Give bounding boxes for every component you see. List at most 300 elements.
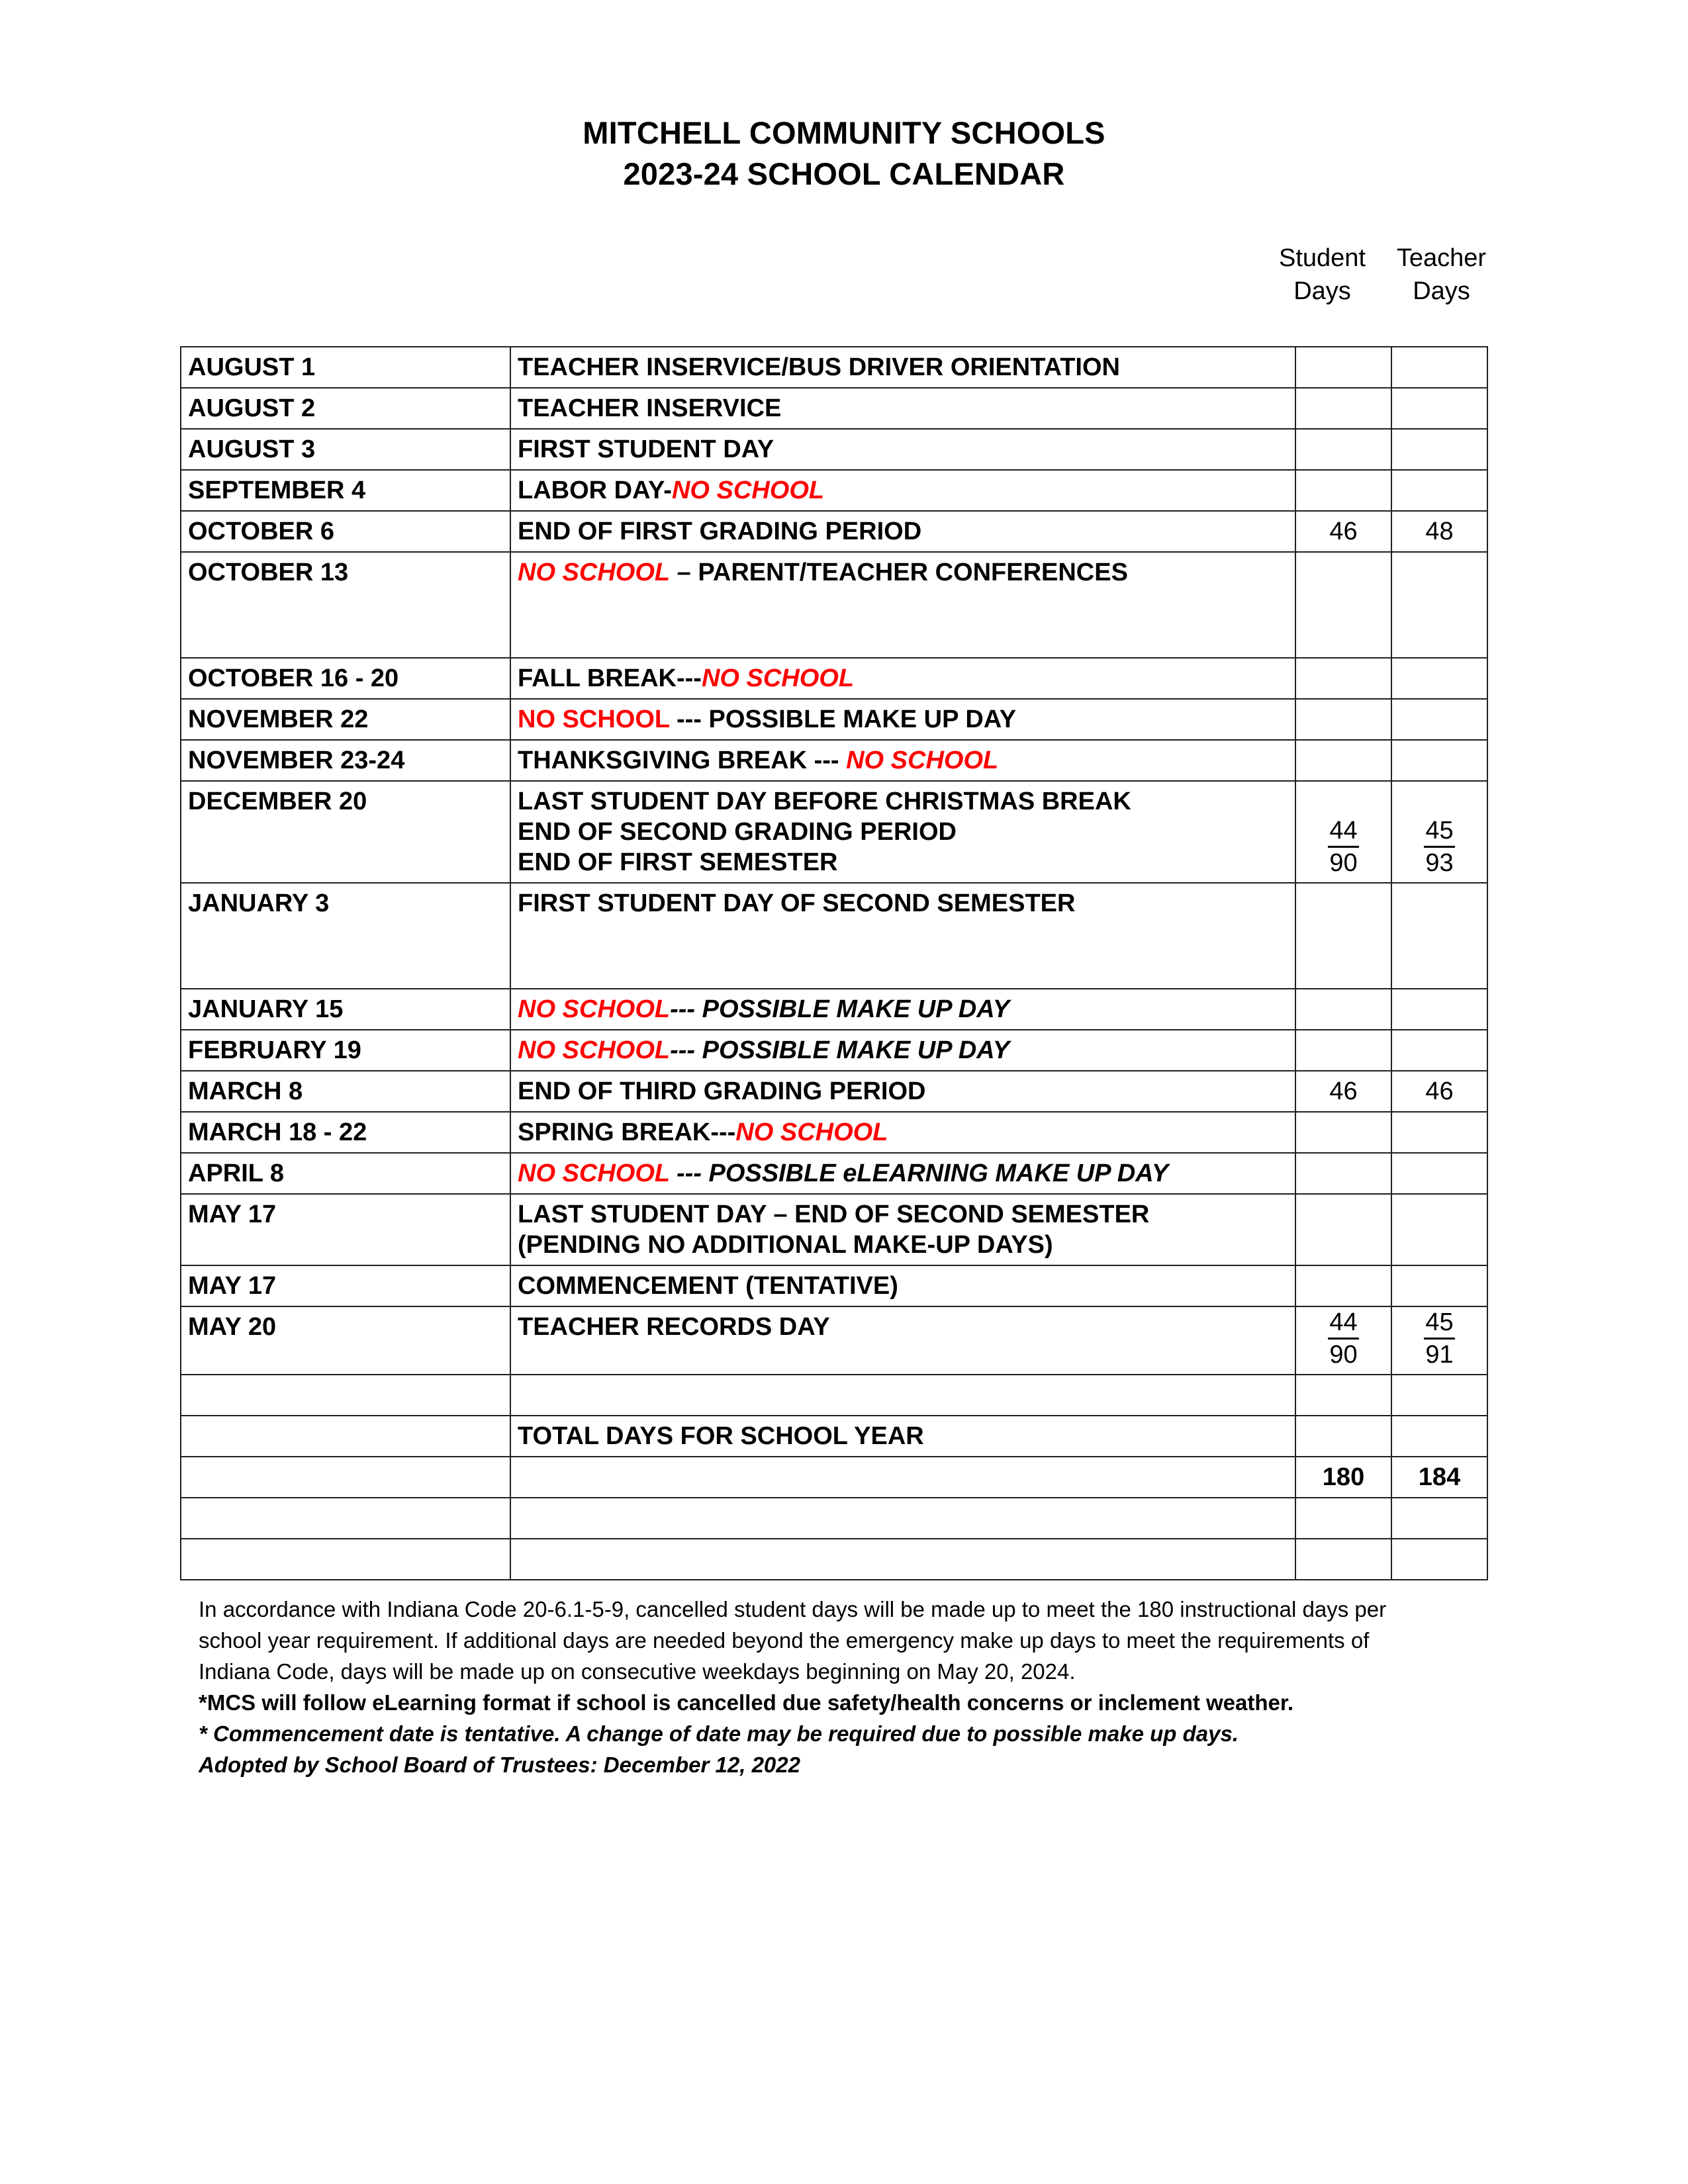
row-event-cell bbox=[510, 740, 1295, 781]
teacher-days-cell bbox=[1391, 1153, 1487, 1194]
student-days-cell-value bbox=[1296, 1030, 1391, 1070]
event-text: TEACHER INSERVICE bbox=[518, 394, 782, 422]
row-event-text bbox=[518, 553, 1295, 592]
teacher-days-cell-value bbox=[1392, 659, 1487, 698]
no-school-text: NO SCHOOL bbox=[846, 747, 999, 774]
student-days-cell-sum-total: 90 bbox=[1329, 1341, 1358, 1369]
row-date-text bbox=[188, 1416, 510, 1456]
row-event-line bbox=[518, 1503, 1295, 1533]
teacher-days-cell-value bbox=[1392, 948, 1487, 988]
teacher-days-cell bbox=[1391, 1265, 1487, 1306]
student-days-header-line-1: Student bbox=[1279, 244, 1366, 272]
table-row bbox=[181, 1153, 1487, 1194]
row-date-cell bbox=[181, 989, 510, 1030]
teacher-days-cell bbox=[1391, 347, 1487, 388]
row-date-cell bbox=[181, 1030, 510, 1071]
row-event-text bbox=[518, 1375, 1295, 1415]
row-event-text bbox=[518, 989, 1295, 1029]
table-row bbox=[181, 347, 1487, 388]
row-event-line bbox=[518, 1544, 1295, 1574]
row-event-text bbox=[518, 1416, 1295, 1456]
row-event-line bbox=[518, 1035, 1295, 1066]
teacher-days-cell-value bbox=[1392, 347, 1487, 387]
row-date-cell bbox=[181, 1416, 510, 1457]
table-row bbox=[181, 470, 1487, 511]
event-text: TEACHER RECORDS DAY bbox=[518, 1313, 830, 1341]
row-event-text bbox=[518, 388, 1295, 428]
footer-note-line: Adopted by School Board of Trustees: December 12, 2022 bbox=[199, 1752, 800, 1777]
teacher-days-cell-value bbox=[1392, 1416, 1487, 1456]
student-days-cell bbox=[1295, 1306, 1391, 1375]
row-date-cell bbox=[181, 347, 510, 388]
teacher-days-column-header bbox=[1383, 242, 1499, 308]
row-date-text: OCTOBER 16 - 20 bbox=[188, 664, 399, 692]
teacher-days-cell-value bbox=[1392, 388, 1487, 428]
row-event-text bbox=[518, 430, 1295, 469]
student-days-cell bbox=[1295, 429, 1391, 470]
teacher-days-cell-value bbox=[1392, 617, 1487, 657]
table-column-headers bbox=[1261, 242, 1499, 308]
event-text: --- POSSIBLE MAKE UP DAY bbox=[670, 1036, 1010, 1064]
row-event-cell bbox=[510, 1112, 1295, 1153]
student-days-cell-value bbox=[1296, 617, 1391, 657]
student-days-cell bbox=[1295, 1416, 1391, 1457]
row-date-cell bbox=[181, 1153, 510, 1194]
row-date-text: DECEMBER 20 bbox=[188, 788, 367, 815]
row-event-cell bbox=[510, 429, 1295, 470]
event-text: --- POSSIBLE MAKE UP DAY bbox=[670, 995, 1010, 1023]
footer-note-line: *MCS will follow eLearning format if school is cancelled due safety/health concerns or inclement weather. bbox=[199, 1690, 1294, 1715]
table-row bbox=[181, 1194, 1487, 1265]
row-date-cell bbox=[181, 1112, 510, 1153]
no-school-text: NO SCHOOL bbox=[518, 1036, 671, 1064]
row-event-line bbox=[518, 786, 1295, 817]
student-days-cell-value bbox=[1296, 989, 1391, 1029]
row-date-text: NOVEMBER 23-24 bbox=[188, 747, 405, 774]
table-row bbox=[181, 552, 1487, 658]
student-days-cell-value: 46 bbox=[1329, 518, 1358, 545]
student-days-cell bbox=[1295, 658, 1391, 699]
student-days-cell bbox=[1295, 1265, 1391, 1306]
event-text: COMMENCEMENT (TENTATIVE) bbox=[518, 1272, 898, 1300]
teacher-days-cell bbox=[1391, 1416, 1487, 1457]
student-days-cell-value: 46 bbox=[1329, 1077, 1358, 1105]
event-text: THANKSGIVING BREAK --- bbox=[518, 747, 847, 774]
student-days-cell-value bbox=[1296, 1113, 1391, 1152]
teacher-days-cell bbox=[1391, 1306, 1487, 1375]
row-event-text bbox=[518, 1539, 1295, 1579]
row-event-line bbox=[518, 1312, 1295, 1342]
row-event-text bbox=[518, 741, 1295, 780]
student-days-cell bbox=[1295, 1194, 1391, 1265]
row-event-cell bbox=[510, 781, 1295, 883]
teacher-days-cell bbox=[1391, 1030, 1487, 1071]
row-event-text bbox=[518, 1498, 1295, 1538]
teacher-days-cell bbox=[1391, 470, 1487, 511]
footer-note-line: Indiana Code, days will be made up on consecutive weekdays beginning on May 20, 2024. bbox=[199, 1659, 1076, 1684]
student-days-cell bbox=[1295, 1457, 1391, 1498]
student-days-cell-sum bbox=[1328, 815, 1358, 882]
table-row bbox=[181, 699, 1487, 740]
row-event-text bbox=[518, 1113, 1295, 1152]
teacher-days-cell-sum-addend: 45 bbox=[1424, 1307, 1454, 1340]
row-event-line bbox=[518, 663, 1295, 694]
row-event-cell bbox=[510, 1153, 1295, 1194]
table-row bbox=[181, 740, 1487, 781]
student-days-cell bbox=[1295, 1498, 1391, 1539]
row-event-line bbox=[518, 434, 1295, 465]
row-event-cell bbox=[510, 1194, 1295, 1265]
teacher-days-cell bbox=[1391, 1071, 1487, 1112]
student-days-cell bbox=[1295, 781, 1391, 883]
event-text: END OF SECOND GRADING PERIOD bbox=[518, 818, 957, 846]
student-days-cell-value bbox=[1296, 1498, 1391, 1538]
student-days-cell-value bbox=[1296, 471, 1391, 510]
row-date-cell bbox=[181, 552, 510, 658]
event-text: LABOR DAY- bbox=[518, 477, 672, 504]
event-text: FIRST STUDENT DAY bbox=[518, 435, 774, 463]
row-date-cell bbox=[181, 740, 510, 781]
row-date-text: NOVEMBER 22 bbox=[188, 705, 369, 733]
event-text: TOTAL DAYS FOR SCHOOL YEAR bbox=[518, 1422, 924, 1450]
row-event-cell bbox=[510, 511, 1295, 552]
row-event-cell bbox=[510, 1498, 1295, 1539]
no-school-text: NO SCHOOL bbox=[518, 705, 670, 733]
row-date-text: AUGUST 2 bbox=[188, 394, 316, 422]
event-text: END OF FIRST GRADING PERIOD bbox=[518, 518, 922, 545]
event-text: (PENDING NO ADDITIONAL MAKE-UP DAYS) bbox=[518, 1231, 1053, 1259]
footer-note-line: * Commencement date is tentative. A change of date may be required due to possible make up days. bbox=[199, 1721, 1239, 1746]
table-row bbox=[181, 429, 1487, 470]
student-days-cell-sum-total: 90 bbox=[1329, 849, 1358, 877]
event-text: END OF FIRST SEMESTER bbox=[518, 848, 838, 876]
row-date-cell bbox=[181, 511, 510, 552]
student-days-column-header bbox=[1261, 242, 1383, 308]
row-event-cell bbox=[510, 1071, 1295, 1112]
row-event-line bbox=[518, 1076, 1295, 1107]
table-row bbox=[181, 388, 1487, 429]
row-date-text: JANUARY 15 bbox=[188, 995, 344, 1023]
row-event-cell bbox=[510, 347, 1295, 388]
event-text: LAST STUDENT DAY – END OF SECOND SEMESTER bbox=[518, 1201, 1150, 1228]
row-event-cell bbox=[510, 883, 1295, 989]
school-calendar-table-body bbox=[181, 347, 1487, 1580]
row-date-cell bbox=[181, 388, 510, 429]
teacher-days-header-line-1: Teacher bbox=[1396, 244, 1487, 272]
row-event-line bbox=[518, 557, 1295, 588]
row-date-text: MARCH 8 bbox=[188, 1077, 303, 1105]
teacher-days-cell-value: 48 bbox=[1425, 518, 1454, 545]
teacher-days-cell-value bbox=[1392, 471, 1487, 510]
teacher-days-cell-sum bbox=[1424, 1307, 1454, 1374]
table-row bbox=[181, 781, 1487, 883]
student-days-cell bbox=[1295, 347, 1391, 388]
row-date-cell bbox=[181, 781, 510, 883]
row-event-line bbox=[518, 704, 1295, 735]
teacher-days-cell-value bbox=[1392, 1375, 1487, 1415]
table-row bbox=[181, 1030, 1487, 1071]
event-text: --- POSSIBLE eLEARNING MAKE UP DAY bbox=[669, 1160, 1169, 1187]
row-event-text bbox=[518, 884, 1295, 923]
event-text: END OF THIRD GRADING PERIOD bbox=[518, 1077, 926, 1105]
student-days-cell bbox=[1295, 1539, 1391, 1580]
student-days-cell bbox=[1295, 552, 1391, 658]
table-row bbox=[181, 883, 1487, 989]
row-event-cell bbox=[510, 1306, 1295, 1375]
table-row bbox=[181, 1375, 1487, 1416]
row-event-cell bbox=[510, 1030, 1295, 1071]
teacher-days-cell-value bbox=[1392, 1539, 1487, 1579]
student-days-cell-value bbox=[1296, 948, 1391, 988]
teacher-days-cell-value bbox=[1392, 1266, 1487, 1306]
document-title-block bbox=[0, 113, 1688, 195]
teacher-days-cell bbox=[1391, 1112, 1487, 1153]
row-date-cell bbox=[181, 1306, 510, 1375]
row-event-cell bbox=[510, 470, 1295, 511]
student-days-cell-value bbox=[1296, 1266, 1391, 1306]
student-days-cell bbox=[1295, 388, 1391, 429]
teacher-days-cell-sum-total: 91 bbox=[1425, 1341, 1454, 1369]
row-event-cell bbox=[510, 552, 1295, 658]
row-event-text bbox=[518, 1195, 1295, 1265]
row-date-text: OCTOBER 13 bbox=[188, 559, 349, 586]
row-event-line bbox=[518, 475, 1295, 506]
no-school-text: NO SCHOOL bbox=[518, 559, 671, 586]
row-date-text bbox=[188, 1457, 510, 1497]
student-days-cell bbox=[1295, 740, 1391, 781]
teacher-days-cell bbox=[1391, 883, 1487, 989]
teacher-days-cell-sum-total: 93 bbox=[1425, 849, 1454, 877]
row-event-cell bbox=[510, 1265, 1295, 1306]
row-date-text: AUGUST 3 bbox=[188, 435, 316, 463]
no-school-text: NO SCHOOL bbox=[735, 1118, 888, 1146]
row-event-line bbox=[518, 994, 1295, 1024]
school-calendar-table bbox=[180, 346, 1488, 1580]
teacher-days-cell bbox=[1391, 699, 1487, 740]
footer-notes bbox=[199, 1594, 1516, 1780]
table-row bbox=[181, 1539, 1487, 1580]
row-event-text bbox=[518, 1457, 1295, 1497]
teacher-days-cell-value bbox=[1392, 1498, 1487, 1538]
student-days-cell-value bbox=[1296, 1154, 1391, 1193]
teacher-days-cell bbox=[1391, 1539, 1487, 1580]
row-date-cell bbox=[181, 1457, 510, 1498]
row-event-text bbox=[518, 659, 1295, 698]
row-event-text bbox=[518, 347, 1295, 387]
row-event-line bbox=[518, 393, 1295, 424]
table-row bbox=[181, 1498, 1487, 1539]
student-days-cell bbox=[1295, 1375, 1391, 1416]
row-event-line bbox=[518, 1230, 1295, 1260]
row-date-text: APRIL 8 bbox=[188, 1160, 285, 1187]
event-text: LAST STUDENT DAY BEFORE CHRISTMAS BREAK bbox=[518, 788, 1131, 815]
row-date-cell bbox=[181, 1194, 510, 1265]
row-date-cell bbox=[181, 1498, 510, 1539]
row-event-line bbox=[518, 1158, 1295, 1189]
row-date-cell bbox=[181, 1265, 510, 1306]
row-event-line bbox=[518, 817, 1295, 847]
row-event-line bbox=[518, 745, 1295, 776]
teacher-days-cell-value bbox=[1392, 1030, 1487, 1070]
row-date-cell bbox=[181, 470, 510, 511]
teacher-days-cell bbox=[1391, 1194, 1487, 1265]
row-event-text bbox=[518, 1071, 1295, 1111]
no-school-text: NO SCHOOL bbox=[518, 995, 671, 1023]
row-event-text bbox=[518, 471, 1295, 510]
student-days-cell-value bbox=[1296, 388, 1391, 428]
event-text: FALL BREAK--- bbox=[518, 664, 702, 692]
teacher-days-cell bbox=[1391, 1375, 1487, 1416]
teacher-days-cell bbox=[1391, 781, 1487, 883]
row-event-cell bbox=[510, 1416, 1295, 1457]
row-event-text bbox=[518, 700, 1295, 739]
row-date-text bbox=[188, 1375, 510, 1415]
event-text: – PARENT/TEACHER CONFERENCES bbox=[670, 559, 1128, 586]
table-row bbox=[181, 658, 1487, 699]
row-date-cell bbox=[181, 699, 510, 740]
row-date-text: MAY 17 bbox=[188, 1201, 277, 1228]
teacher-days-cell-value bbox=[1392, 741, 1487, 780]
row-event-cell bbox=[510, 658, 1295, 699]
student-days-cell-sum-addend: 44 bbox=[1328, 1307, 1358, 1340]
teacher-days-cell-value: 184 bbox=[1418, 1463, 1461, 1491]
table-row bbox=[181, 989, 1487, 1030]
table-row bbox=[181, 1457, 1487, 1498]
event-text: TEACHER INSERVICE/BUS DRIVER ORIENTATION bbox=[518, 353, 1120, 381]
row-date-text: MAY 17 bbox=[188, 1272, 277, 1300]
row-event-cell bbox=[510, 989, 1295, 1030]
teacher-days-cell bbox=[1391, 1457, 1487, 1498]
row-event-cell bbox=[510, 1457, 1295, 1498]
student-days-cell bbox=[1295, 1153, 1391, 1194]
no-school-text: NO SCHOOL bbox=[518, 1160, 670, 1187]
row-date-text bbox=[188, 1539, 510, 1579]
student-days-cell-value bbox=[1296, 1375, 1391, 1415]
teacher-days-cell bbox=[1391, 511, 1487, 552]
teacher-days-cell bbox=[1391, 429, 1487, 470]
teacher-days-cell-value bbox=[1392, 989, 1487, 1029]
row-event-line bbox=[518, 888, 1295, 919]
table-row bbox=[181, 1071, 1487, 1112]
table-row bbox=[181, 1416, 1487, 1457]
row-event-line bbox=[518, 1380, 1295, 1410]
row-date-cell bbox=[181, 883, 510, 989]
row-event-text bbox=[518, 1266, 1295, 1306]
no-school-text: NO SCHOOL bbox=[671, 477, 825, 504]
teacher-days-cell-value bbox=[1392, 1225, 1487, 1265]
teacher-days-cell-value bbox=[1392, 1113, 1487, 1152]
event-text: --- POSSIBLE MAKE UP DAY bbox=[669, 705, 1017, 733]
student-days-cell-value bbox=[1296, 430, 1391, 469]
row-event-text bbox=[518, 1307, 1295, 1347]
footer-note-line: school year requirement. If additional days are needed beyond the emergency make up days to meet the requirements of bbox=[199, 1628, 1370, 1653]
student-days-cell bbox=[1295, 1030, 1391, 1071]
teacher-days-cell-sum-addend: 45 bbox=[1424, 815, 1454, 848]
row-event-cell bbox=[510, 699, 1295, 740]
student-days-cell-value bbox=[1296, 1539, 1391, 1579]
event-text: FIRST STUDENT DAY OF SECOND SEMESTER bbox=[518, 889, 1076, 917]
row-date-cell bbox=[181, 1539, 510, 1580]
row-date-cell bbox=[181, 1071, 510, 1112]
teacher-days-cell-value: 46 bbox=[1425, 1077, 1454, 1105]
student-days-cell-sum-addend: 44 bbox=[1328, 815, 1358, 848]
row-date-text: AUGUST 1 bbox=[188, 353, 316, 381]
row-event-line bbox=[518, 1271, 1295, 1301]
row-event-cell bbox=[510, 1539, 1295, 1580]
student-days-header-line-2: Days bbox=[1293, 277, 1351, 305]
row-event-cell bbox=[510, 388, 1295, 429]
row-event-text bbox=[518, 782, 1295, 882]
student-days-cell bbox=[1295, 1071, 1391, 1112]
row-event-line bbox=[518, 1117, 1295, 1148]
teacher-days-cell bbox=[1391, 658, 1487, 699]
student-days-cell-value bbox=[1296, 1416, 1391, 1456]
teacher-days-cell-value bbox=[1392, 700, 1487, 739]
teacher-days-cell bbox=[1391, 740, 1487, 781]
row-event-line bbox=[518, 516, 1295, 547]
page-title-line-2: 2023-24 SCHOOL CALENDAR bbox=[623, 156, 1065, 191]
table-row bbox=[181, 1265, 1487, 1306]
student-days-cell bbox=[1295, 1112, 1391, 1153]
row-event-line bbox=[518, 352, 1295, 383]
student-days-cell-sum bbox=[1328, 1307, 1358, 1374]
teacher-days-cell bbox=[1391, 989, 1487, 1030]
row-date-text bbox=[188, 1498, 510, 1538]
row-event-line bbox=[518, 1199, 1295, 1230]
student-days-cell bbox=[1295, 699, 1391, 740]
teacher-days-cell bbox=[1391, 552, 1487, 658]
student-days-cell-value bbox=[1296, 659, 1391, 698]
row-event-text bbox=[518, 512, 1295, 551]
event-text: SPRING BREAK--- bbox=[518, 1118, 736, 1146]
teacher-days-header-line-2: Days bbox=[1413, 277, 1470, 305]
table-row bbox=[181, 1306, 1487, 1375]
student-days-cell-value bbox=[1296, 741, 1391, 780]
row-event-line bbox=[518, 847, 1295, 878]
row-date-text: OCTOBER 6 bbox=[188, 518, 335, 545]
teacher-days-cell-value bbox=[1392, 1154, 1487, 1193]
student-days-cell bbox=[1295, 470, 1391, 511]
row-date-text: MARCH 18 - 22 bbox=[188, 1118, 367, 1146]
student-days-cell bbox=[1295, 989, 1391, 1030]
row-date-cell bbox=[181, 1375, 510, 1416]
row-date-text: JANUARY 3 bbox=[188, 889, 330, 917]
student-days-cell bbox=[1295, 511, 1391, 552]
teacher-days-cell bbox=[1391, 388, 1487, 429]
row-date-cell bbox=[181, 658, 510, 699]
teacher-days-cell bbox=[1391, 1498, 1487, 1539]
table-row bbox=[181, 1112, 1487, 1153]
row-date-cell bbox=[181, 429, 510, 470]
row-date-text: FEBRUARY 19 bbox=[188, 1036, 361, 1064]
student-days-cell-value bbox=[1296, 1225, 1391, 1265]
row-event-cell bbox=[510, 1375, 1295, 1416]
student-days-cell-value: 180 bbox=[1322, 1463, 1365, 1491]
row-event-line bbox=[518, 1421, 1295, 1451]
student-days-cell-value bbox=[1296, 700, 1391, 739]
row-event-line bbox=[518, 1462, 1295, 1492]
row-date-text: MAY 20 bbox=[188, 1313, 277, 1341]
no-school-text: NO SCHOOL bbox=[701, 664, 855, 692]
footer-note-line: In accordance with Indiana Code 20-6.1-5-9, cancelled student days will be made up to meet the 180 instructional days per bbox=[199, 1597, 1387, 1621]
row-event-text bbox=[518, 1154, 1295, 1193]
table-row bbox=[181, 511, 1487, 552]
student-days-cell-value bbox=[1296, 347, 1391, 387]
page-title-line-1: MITCHELL COMMUNITY SCHOOLS bbox=[583, 115, 1105, 150]
student-days-cell bbox=[1295, 883, 1391, 989]
teacher-days-cell-value bbox=[1392, 430, 1487, 469]
row-date-text: SEPTEMBER 4 bbox=[188, 477, 366, 504]
